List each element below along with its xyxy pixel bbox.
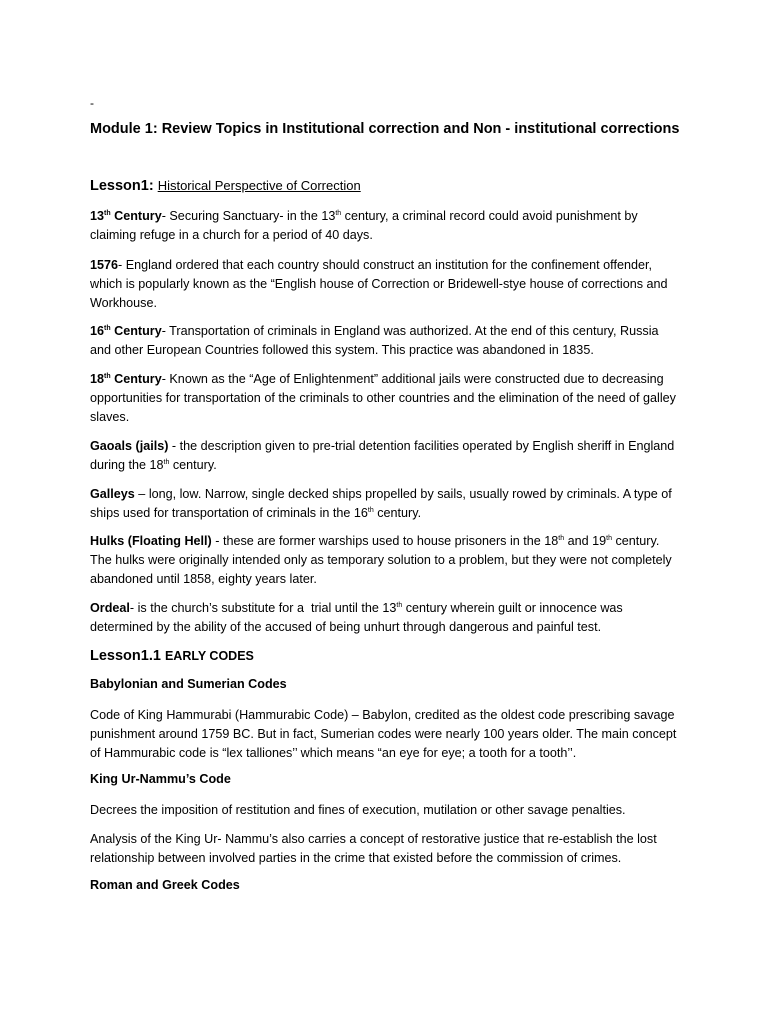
lesson11-number: Lesson1.1 xyxy=(90,648,165,664)
paragraph-urnammu-1: Decrees the imposition of restitution and fines of execution, mutilation or other savage penalties. xyxy=(90,803,626,817)
term-16th-century: 16th Century xyxy=(90,324,162,338)
module-title: Module 1: Review Topics in Institutional correction and Non - institutional corrections xyxy=(90,121,680,137)
roman-greek-heading: Roman and Greek Codes xyxy=(90,878,240,892)
paragraph-13th-century xyxy=(90,207,680,245)
lesson11-heading xyxy=(90,648,254,664)
urnammu-heading: King Ur-Nammu’s Code xyxy=(90,772,231,786)
paragraph-gaoals xyxy=(90,437,680,475)
paragraph-galleys xyxy=(90,485,680,523)
term-galleys: Galleys xyxy=(90,487,135,501)
text-1576: - England ordered that each country should construct an institution for the confinement offender, which is popularly known as the “English house of Correction or Bridewell-stye house of corrections and Workhouse. xyxy=(90,258,668,310)
lesson1-number: Lesson1: xyxy=(90,178,158,194)
term-ordeal: Ordeal xyxy=(90,601,130,615)
stray-dash: - xyxy=(90,96,94,110)
paragraph-1576 xyxy=(90,256,680,312)
paragraph-16th-century xyxy=(90,322,680,360)
paragraph-urnammu-2: Analysis of the King Ur- Nammu’s also carries a concept of restorative justice that re-establish the lost relationship between involved parties in the crime that existed before the commission of crimes. xyxy=(90,832,657,865)
babylonian-heading: Babylonian and Sumerian Codes xyxy=(90,677,287,691)
term-gaoals: Gaoals (jails) xyxy=(90,439,169,453)
text-gaoals: - the description given to pre-trial detention facilities operated by English sheriff in England during the 18th century. xyxy=(90,439,675,472)
text-13th-century: - Securing Sanctuary- in the 13th century, a criminal record could avoid punishment by claiming refuge in a church for a period of 40 days. xyxy=(90,209,638,242)
text-galleys: – long, low. Narrow, single decked ships propelled by sails, usually rowed by criminals. A type of ships used for transportation of criminals in the 16th century. xyxy=(90,487,672,520)
paragraph-ordeal xyxy=(90,599,680,637)
text-16th-century: - Transportation of criminals in England was authorized. At the end of this century, Russia and other European Countries followed this system. This practice was abandoned in 1835. xyxy=(90,324,659,357)
term-13th-century: 13th Century xyxy=(90,209,162,223)
lesson11-title: EARLY CODES xyxy=(164,649,254,663)
term-1576: 1576 xyxy=(90,258,119,272)
term-18th-century: 18th Century xyxy=(90,372,162,386)
paragraph-hulks xyxy=(90,532,680,588)
term-hulks: Hulks (Floating Hell) xyxy=(90,534,212,548)
lesson1-heading xyxy=(90,178,361,194)
text-18th-century: - Known as the “Age of Enlightenment” additional jails were constructed due to decreasing opportunities for transportation of the criminals to other countries and the elimination of the need of galley slaves. xyxy=(90,372,676,424)
text-ordeal: - is the church’s substitute for a trial until the 13th century wherein guilt or innocence was determined by the ability of the accused of being unhurt through dangerous and painful test. xyxy=(90,601,623,634)
paragraph-hammurabi: Code of King Hammurabi (Hammurabic Code) – Babylon, credited as the oldest code prescribing savage punishment around 1759 BC. But in fact, Sumerian codes were nearly 100 years older. The main concept of Hammurabic code is “lex talliones’’ which means “an eye for eye; a tooth for a tooth’’. xyxy=(90,708,677,760)
paragraph-18th-century xyxy=(90,370,680,426)
text-hulks: - these are former warships used to house prisoners in the 18th and 19th century. The hulks were originally intended only as temporary solution to a problem, but they were not completely abandoned until 1858, eighty years later. xyxy=(90,534,672,586)
lesson1-title: Historical Perspective of Correction xyxy=(157,178,361,193)
